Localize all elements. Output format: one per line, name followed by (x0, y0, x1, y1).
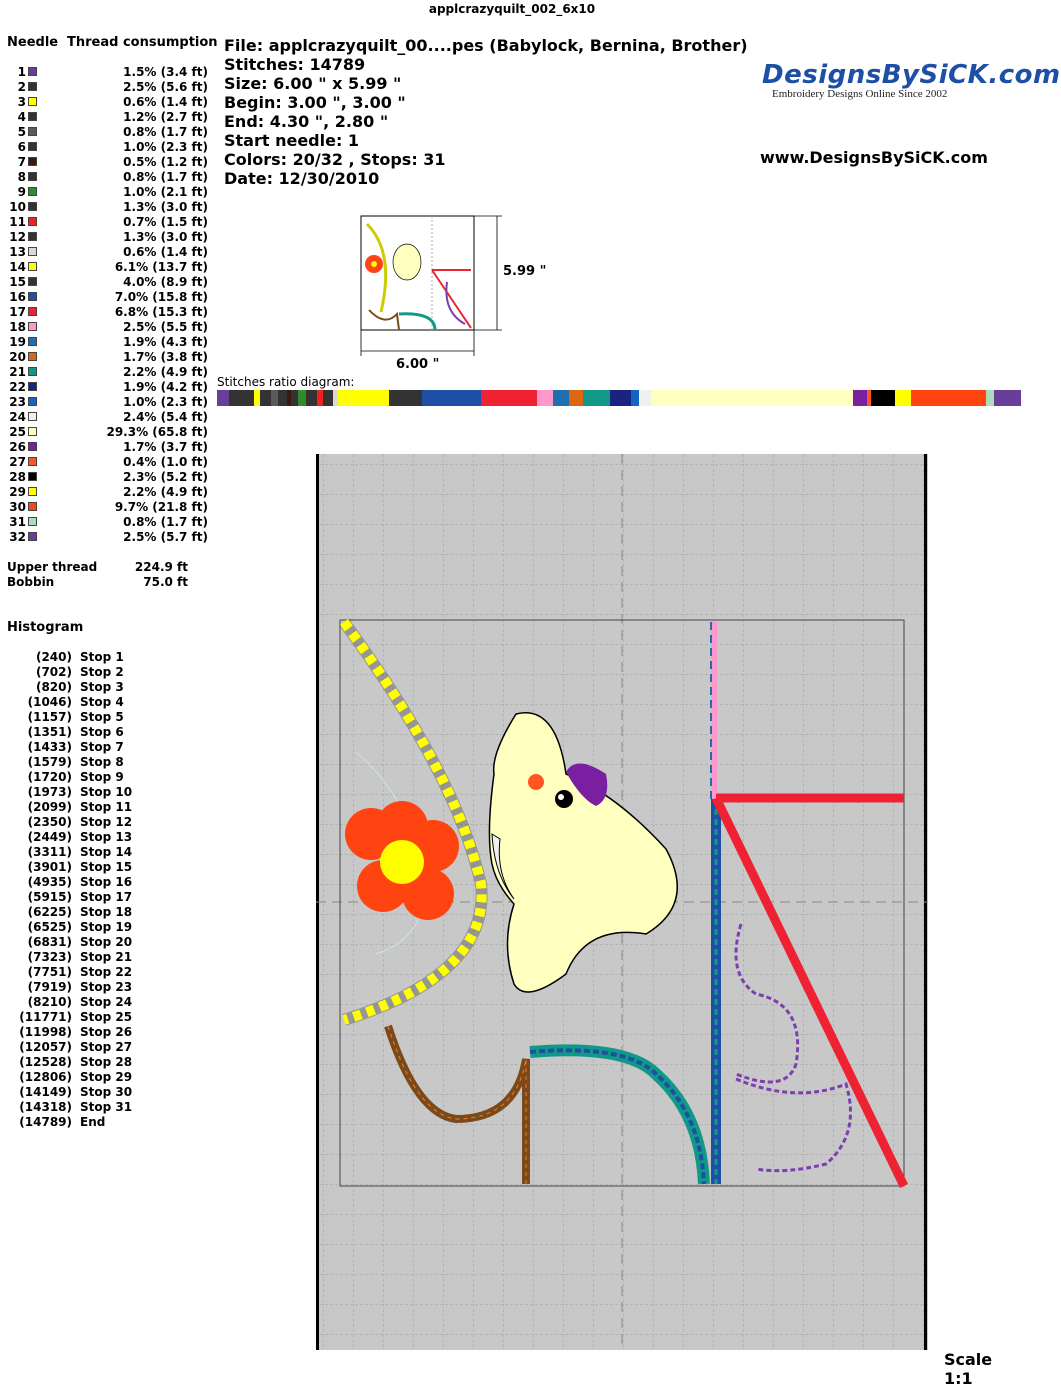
designsbysick-logo: DesignsBySiCK.com (762, 60, 1061, 90)
histogram-count: (14149) (19, 1085, 72, 1099)
histogram-count: (5915) (27, 890, 72, 904)
needle-row (8, 485, 208, 500)
histogram-count: (12806) (19, 1070, 72, 1084)
ratio-segment (639, 390, 650, 406)
file-info-line: End: 4.30 ", 2.80 " (224, 112, 389, 131)
needle-row (8, 380, 208, 395)
histogram-stop-label: End (80, 1115, 106, 1129)
histogram-stop-label: Stop 22 (80, 965, 133, 979)
needle-row (8, 170, 208, 185)
needle-row (8, 425, 208, 440)
needle-color-swatch (28, 277, 37, 286)
ratio-segment (853, 390, 868, 406)
file-info-line: Colors: 20/32 , Stops: 31 (224, 150, 446, 169)
needle-consumption: 1.0% (2.1 ft) (123, 185, 208, 199)
needle-color-swatch (28, 367, 37, 376)
thumbnail-bird (393, 244, 421, 280)
histogram-count: (7323) (27, 950, 72, 964)
histogram-stop-label: Stop 27 (80, 1040, 133, 1054)
needle-consumption: 2.4% (5.4 ft) (123, 410, 208, 424)
histogram-count: (4935) (27, 875, 72, 889)
needle-number: 26 (9, 440, 26, 454)
needle-row (8, 500, 208, 515)
file-info-line: Start needle: 1 (224, 131, 360, 150)
needle-consumption: 2.5% (5.7 ft) (123, 530, 208, 544)
histogram-stop-label: Stop 7 (80, 740, 124, 754)
histogram-stop-label: Stop 25 (80, 1010, 133, 1024)
ratio-segment (537, 390, 554, 406)
file-info-line: File: applcrazyquilt_00....pes (Babylock, Bernina, Brother) (224, 36, 748, 55)
needle-color-swatch (28, 322, 37, 331)
needle-color-swatch (28, 307, 37, 316)
histogram-count: (14318) (19, 1100, 72, 1114)
needle-color-swatch (28, 157, 37, 166)
needle-color-swatch (28, 262, 37, 271)
needle-consumption: 1.0% (2.3 ft) (123, 395, 208, 409)
histogram-stop-label: Stop 13 (80, 830, 133, 844)
file-info-line: Date: 12/30/2010 (224, 169, 380, 188)
needle-color-swatch (28, 112, 37, 121)
histogram-count: (1351) (27, 725, 72, 739)
needle-consumption: 1.3% (3.0 ft) (123, 230, 208, 244)
needle-consumption: 0.6% (1.4 ft) (123, 245, 208, 259)
needle-color-swatch (28, 82, 37, 91)
needle-color-swatch (28, 442, 37, 451)
histogram-count: (12528) (19, 1055, 72, 1069)
needle-consumption: 4.0% (8.9 ft) (123, 275, 208, 289)
histogram-stop-label: Stop 10 (80, 785, 133, 799)
file-info-line: Begin: 3.00 ", 3.00 " (224, 93, 406, 112)
ratio-segment (229, 390, 254, 406)
needle-row (8, 440, 208, 455)
needle-number: 31 (9, 515, 26, 529)
needle-number: 32 (9, 530, 26, 544)
histogram-stop-label: Stop 15 (80, 860, 133, 874)
needle-number: 16 (9, 290, 26, 304)
ratio-segment (553, 390, 569, 406)
histogram-count: (12057) (19, 1040, 72, 1054)
histogram-count: (8210) (27, 995, 72, 1009)
histogram-count: (2099) (27, 800, 72, 814)
histogram-stop-label: Stop 8 (80, 755, 124, 769)
needle-number: 15 (9, 275, 26, 289)
histogram-count: (6831) (27, 935, 72, 949)
needle-color-swatch (28, 217, 37, 226)
ratio-segment (994, 390, 1021, 406)
ratio-segment (389, 390, 422, 406)
file-info-line: Stitches: 14789 (224, 55, 366, 74)
total-value: 75.0 ft (143, 575, 188, 589)
ratio-segment (610, 390, 631, 406)
needle-row (8, 395, 208, 410)
ratio-segment (583, 390, 610, 406)
needle-color-swatch (28, 232, 37, 241)
ratio-segment (323, 390, 333, 406)
needle-consumption: 0.7% (1.5 ft) (123, 215, 208, 229)
needle-number: 23 (9, 395, 26, 409)
needle-color-swatch (28, 127, 37, 136)
needle-consumption: 1.2% (2.7 ft) (123, 110, 208, 124)
needle-color-swatch (28, 487, 37, 496)
needle-row (8, 320, 208, 335)
needle-consumption: 2.5% (5.6 ft) (123, 80, 208, 94)
histogram-stop-label: Stop 3 (80, 680, 124, 694)
ratio-segment (631, 390, 639, 406)
design-preview (316, 454, 928, 1350)
needle-consumption: 1.5% (3.4 ft) (123, 65, 208, 79)
needle-color-swatch (28, 337, 37, 346)
ratio-segment (422, 390, 480, 406)
histogram-stop-label: Stop 26 (80, 1025, 133, 1039)
histogram-count: (3311) (27, 845, 72, 859)
histogram-count: (702) (35, 665, 72, 679)
histogram-stop-label: Stop 11 (80, 800, 133, 814)
needle-row (8, 530, 208, 545)
needle-number: 4 (17, 110, 26, 124)
histogram-count: (6525) (27, 920, 72, 934)
histogram-count: (820) (35, 680, 72, 694)
needle-number: 30 (9, 500, 26, 514)
ratio-segment (481, 390, 537, 406)
histogram-stop-label: Stop 9 (80, 770, 124, 784)
needle-row (8, 275, 208, 290)
needle-row (8, 125, 208, 140)
needle-number: 3 (17, 95, 26, 109)
needle-consumption: 2.3% (5.2 ft) (123, 470, 208, 484)
needle-number: 21 (9, 365, 26, 379)
histogram-stop-label: Stop 6 (80, 725, 124, 739)
needle-color-swatch (28, 412, 37, 421)
stitches-ratio-bar (217, 390, 1021, 406)
needle-number: 25 (9, 425, 26, 439)
needle-color-swatch (28, 187, 37, 196)
needle-row (8, 80, 208, 95)
needle-consumption: 2.2% (4.9 ft) (123, 365, 208, 379)
needle-number: 6 (17, 140, 26, 154)
ratio-segment (651, 390, 853, 406)
needle-consumption: 1.9% (4.3 ft) (123, 335, 208, 349)
histogram-stop-label: Stop 28 (80, 1055, 133, 1069)
needle-number: 10 (9, 200, 26, 214)
ratio-segment (306, 390, 316, 406)
needle-number: 22 (9, 380, 26, 394)
needle-number: 27 (9, 455, 26, 469)
needle-row (8, 290, 208, 305)
histogram-count: (1973) (27, 785, 72, 799)
histogram-stop-label: Stop 21 (80, 950, 133, 964)
needle-row (8, 470, 208, 485)
histogram-stop-label: Stop 1 (80, 650, 124, 664)
needle-consumption: 6.8% (15.3 ft) (114, 305, 208, 319)
needle-number: 1 (17, 65, 26, 79)
histogram-stop-label: Stop 30 (80, 1085, 133, 1099)
needle-color-swatch (28, 67, 37, 76)
ratio-segment (291, 390, 298, 406)
needle-consumption: 0.4% (1.0 ft) (123, 455, 208, 469)
needle-color-swatch (28, 427, 37, 436)
needle-consumption: 29.3% (65.8 ft) (106, 425, 208, 439)
needle-row (8, 200, 208, 215)
needle-consumption: 2.2% (4.9 ft) (123, 485, 208, 499)
needle-row (8, 365, 208, 380)
needle-number: 17 (9, 305, 26, 319)
needle-consumption: 9.7% (21.8 ft) (114, 500, 208, 514)
needle-row (8, 155, 208, 170)
needle-color-swatch (28, 292, 37, 301)
needle-color-swatch (28, 172, 37, 181)
needle-color-swatch (28, 202, 37, 211)
total-label: Bobbin (7, 575, 55, 589)
needle-number: 13 (9, 245, 26, 259)
histogram-stop-label: Stop 12 (80, 815, 133, 829)
thumbnail-height-label: 5.99 " (503, 264, 547, 279)
histogram-stop-label: Stop 31 (80, 1100, 133, 1114)
needle-consumption: 1.0% (2.3 ft) (123, 140, 208, 154)
needle-color-swatch (28, 397, 37, 406)
histogram-stop-label: Stop 14 (80, 845, 133, 859)
needle-number: 18 (9, 320, 26, 334)
thread-consumption-header: Thread consumption (67, 35, 218, 50)
logo-tagline: Embroidery Designs Online Since 2002 (772, 88, 948, 100)
histogram-count: (2449) (27, 830, 72, 844)
needle-row (8, 140, 208, 155)
histogram-stop-label: Stop 5 (80, 710, 124, 724)
histogram-count: (7919) (27, 980, 72, 994)
ratio-segment (271, 390, 278, 406)
ratio-segment (298, 390, 306, 406)
ratio-segment (911, 390, 986, 406)
website-url: www.DesignsBySiCK.com (760, 148, 988, 167)
needle-consumption: 0.5% (1.2 ft) (123, 155, 208, 169)
needle-number: 28 (9, 470, 26, 484)
ratio-segment (895, 390, 911, 406)
histogram-count: (11998) (19, 1025, 72, 1039)
design-thumbnail (355, 212, 555, 377)
histogram-stop-label: Stop 18 (80, 905, 133, 919)
needle-color-swatch (28, 472, 37, 481)
needle-row (8, 335, 208, 350)
histogram-stop-label: Stop 17 (80, 890, 133, 904)
needle-row (8, 245, 208, 260)
needle-number: 2 (17, 80, 26, 94)
needle-consumption: 0.8% (1.7 ft) (123, 515, 208, 529)
histogram-stop-label: Stop 19 (80, 920, 133, 934)
needle-row (8, 260, 208, 275)
histogram-count: (1433) (27, 740, 72, 754)
needle-row (8, 215, 208, 230)
histogram-stop-label: Stop 16 (80, 875, 133, 889)
needle-consumption: 1.7% (3.7 ft) (123, 440, 208, 454)
total-label: Upper thread (7, 560, 98, 574)
needle-number: 9 (17, 185, 26, 199)
needle-row (8, 230, 208, 245)
histogram-count: (240) (35, 650, 72, 664)
needle-color-swatch (28, 97, 37, 106)
needle-number: 8 (17, 170, 26, 184)
needle-number: 14 (9, 260, 26, 274)
page-title: applcrazyquilt_002_6x10 (428, 2, 596, 16)
histogram-count: (2350) (27, 815, 72, 829)
needle-consumption: 2.5% (5.5 ft) (123, 320, 208, 334)
ratio-segment (986, 390, 994, 406)
histogram-stop-label: Stop 24 (80, 995, 133, 1009)
needle-color-swatch (28, 247, 37, 256)
scale-label: Scale 1:1 (944, 1350, 993, 1388)
histogram-stop-label: Stop 20 (80, 935, 133, 949)
ratio-segment (338, 390, 389, 406)
needle-row (8, 350, 208, 365)
thumbnail-flower-center (371, 261, 377, 267)
needle-number: 5 (17, 125, 26, 139)
needle-number: 24 (9, 410, 26, 424)
ratio-segment (871, 390, 896, 406)
histogram-count: (14789) (19, 1115, 72, 1129)
histogram-count: (3901) (27, 860, 72, 874)
ratio-segment (260, 390, 271, 406)
needle-row (8, 110, 208, 125)
histogram-count: (11771) (19, 1010, 72, 1024)
needle-color-swatch (28, 382, 37, 391)
needle-number: 12 (9, 230, 26, 244)
needle-color-swatch (28, 142, 37, 151)
histogram-count: (7751) (27, 965, 72, 979)
needle-row (8, 185, 208, 200)
needle-color-swatch (28, 532, 37, 541)
ratio-segment (278, 390, 286, 406)
histogram-title: Histogram (7, 620, 84, 635)
needle-number: 7 (17, 155, 26, 169)
histogram-stop-label: Stop 29 (80, 1070, 133, 1084)
needle-header: Needle (7, 35, 59, 50)
needle-consumption: 0.8% (1.7 ft) (123, 170, 208, 184)
histogram-stop-label: Stop 23 (80, 980, 133, 994)
needle-consumption: 7.0% (15.8 ft) (114, 290, 208, 304)
file-info-line: Size: 6.00 " x 5.99 " (224, 74, 402, 93)
histogram-count: (1720) (27, 770, 72, 784)
needle-row (8, 410, 208, 425)
needle-row (8, 515, 208, 530)
histogram-count: (1046) (27, 695, 72, 709)
ratio-label: Stitches ratio diagram: (217, 375, 355, 389)
needle-number: 20 (9, 350, 26, 364)
thumbnail-width-label: 6.00 " (396, 357, 440, 372)
needle-row (8, 455, 208, 470)
needle-consumption: 6.1% (13.7 ft) (114, 260, 208, 274)
needle-row (8, 305, 208, 320)
needle-consumption: 1.7% (3.8 ft) (123, 350, 208, 364)
histogram-count: (1157) (27, 710, 72, 724)
ratio-segment (217, 390, 229, 406)
needle-row (8, 65, 208, 80)
needle-consumption: 0.6% (1.4 ft) (123, 95, 208, 109)
needle-consumption: 0.8% (1.7 ft) (123, 125, 208, 139)
needle-color-swatch (28, 352, 37, 361)
needle-color-swatch (28, 517, 37, 526)
needle-number: 19 (9, 335, 26, 349)
ratio-segment (569, 390, 584, 406)
histogram-count: (1579) (27, 755, 72, 769)
needle-color-swatch (28, 502, 37, 511)
histogram-count: (6225) (27, 905, 72, 919)
needle-row (8, 95, 208, 110)
total-value: 224.9 ft (134, 560, 188, 574)
histogram-stop-label: Stop 4 (80, 695, 124, 709)
needle-consumption: 1.3% (3.0 ft) (123, 200, 208, 214)
needle-number: 11 (9, 215, 26, 229)
needle-color-swatch (28, 457, 37, 466)
needle-consumption: 1.9% (4.2 ft) (123, 380, 208, 394)
histogram-stop-label: Stop 2 (80, 665, 124, 679)
needle-number: 29 (9, 485, 26, 499)
